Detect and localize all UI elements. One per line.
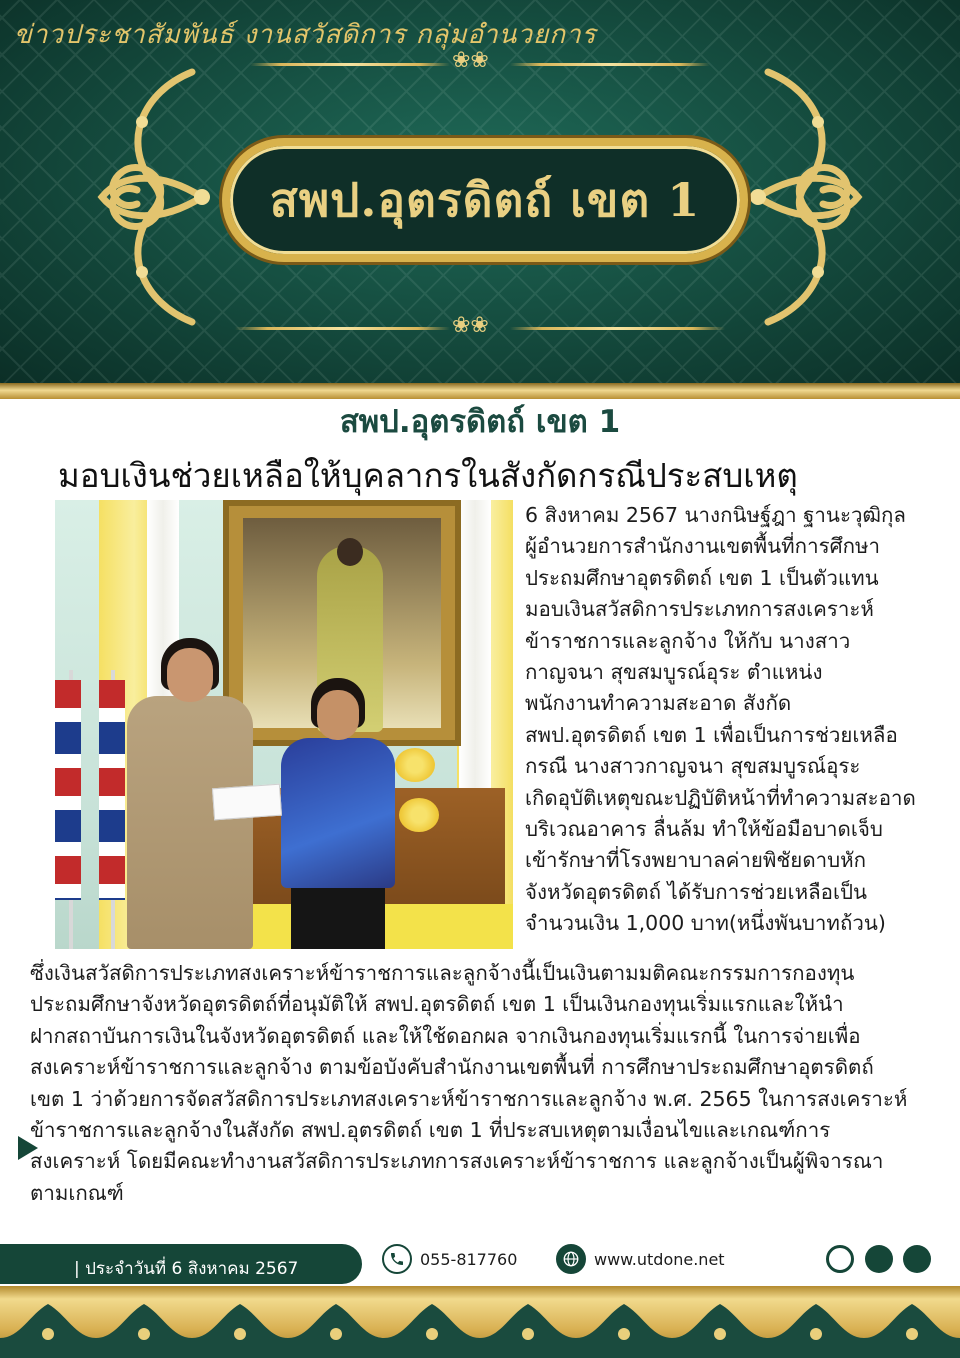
- envelope: [212, 784, 282, 821]
- flower-vase: [395, 748, 435, 782]
- lead-line: จำนวนเงิน 1,000 บาท(หนึ่งพันบาทถ้วน): [525, 911, 886, 936]
- headline: สพป.อุตรดิตถ์ เขต 1: [339, 404, 621, 440]
- body-line: สงเคราะห์ โดยมีคณะทำงานสวัสดิการประเภทการสงเคราะห์ข้าราชการ และลูกจ้างเป็นผู้พิจารณา: [30, 1149, 884, 1174]
- news-kicker: ข่าวประชาสัมพันธ์ งานสวัสดิการ กลุ่มอำนวยการ: [14, 20, 597, 50]
- gold-rule-left-top: [250, 63, 450, 66]
- gold-rule-right-bottom: [510, 327, 725, 330]
- lead-line: สพป.อุตรดิตถ์ เขต 1 เพื่อเป็นการช่วยเหลือ: [525, 722, 898, 747]
- gold-rule-right-top: [510, 63, 710, 66]
- phone-icon: [382, 1244, 412, 1274]
- office-title: สพป.อุตรดิตถ์ เขต 1: [269, 172, 701, 227]
- article-body: [30, 958, 955, 1209]
- website-contact[interactable]: [556, 1244, 725, 1274]
- thai-flag-right: [99, 680, 125, 900]
- title-plaque: [222, 138, 748, 262]
- phone-number: 055-817760: [420, 1249, 518, 1269]
- lotus-pattern: [0, 1304, 960, 1358]
- lead-line: ประถมศึกษาอุตรดิตถ์ เขต 1 เป็นตัวแทน: [525, 565, 879, 590]
- website-url: www.utdone.net: [594, 1249, 725, 1269]
- lead-line: บริเวณอาคาร ลื่นล้ม ทำให้ข้อมือบาดเจ็บ: [525, 817, 883, 842]
- body-line: ฝากสถาบันการเงินในจังหวัดอุตรดิตถ์ และให้ใช้ดอกผล จากเงินกองทุนเริ่มแรกนี้ ในการจ่ายเพื่อ: [30, 1023, 861, 1048]
- lead-line: พนักงานทำความสะอาด สังกัด: [525, 691, 792, 716]
- subheadline: มอบเงินช่วยเหลือให้บุคลากรในสังกัดกรณีประสบเหตุ: [58, 456, 798, 495]
- lead-line: จังหวัดอุตรดิตถ์ ได้รับการช่วยเหลือเป็น: [525, 879, 867, 904]
- body-line: เขต 1 ว่าด้วยการจัดสวัสดิการประเภทสงเคราะห์ข้าราชการและลูกจ้าง พ.ศ. 2565 ในการสงเคราะห์: [30, 1086, 908, 1111]
- lead-line: กรณี นางสาวกาญจนา สุขสมบูรณ์อุระ: [525, 754, 861, 779]
- pager-dot-outline: [826, 1245, 854, 1273]
- globe-icon: [556, 1244, 586, 1274]
- article-lead: [525, 500, 950, 940]
- recipient-figure: [281, 678, 395, 949]
- lead-line: เข้ารักษาที่โรงพยาบาลค่ายพิชัยดาบหัก: [525, 848, 867, 873]
- event-photo: [55, 500, 513, 949]
- gold-rule-left-bottom: [235, 327, 450, 330]
- flower-vase: [399, 798, 439, 832]
- publish-date: | ประจำวันที่ 6 สิงหาคม 2567: [74, 1259, 299, 1279]
- play-triangle-icon: [18, 1136, 38, 1160]
- lead-line: ข้าราชการและลูกจ้าง ให้กับ นางสาว: [525, 628, 851, 653]
- scroll-ornament-right: [748, 62, 878, 332]
- lead-line: กาญจนา สุขสมบูรณ์อุระ ตำแหน่ง: [525, 660, 823, 685]
- body-line: ซึ่งเงินสวัสดิการประเภทสงเคราะห์ข้าราชการและลูกจ้างนี้เป็นเงินตามมติคณะกรรมการกองทุน: [30, 961, 855, 985]
- body-line: ประถมศึกษาจังหวัดอุตรดิตถ์ที่อนุมัติให้ สพป.อุตรดิตถ์ เขต 1 เป็นเงินกองทุนเริ่มแรกและให้นำ: [30, 992, 844, 1017]
- lead-line: เกิดอุบัติเหตุขณะปฏิบัติหน้าที่ทำความสะอาด: [525, 785, 916, 810]
- knot-ornament-top: ❀❀: [452, 48, 489, 73]
- scroll-ornament-left: [82, 62, 212, 332]
- lead-line: 6 สิงหาคม 2567 นางกนิษฐ์ฎา ฐานะวุฒิกุล: [525, 503, 906, 527]
- lead-line: มอบเงินสวัสดิการประเภทการสงเคราะห์: [525, 597, 874, 622]
- body-line: ตามเกณฑ์: [30, 1180, 124, 1205]
- lead-line: ผู้อำนวยการสำนักงานเขตพื้นที่การศึกษา: [525, 534, 881, 559]
- body-line: สงเคราะห์ข้าราชการและลูกจ้าง ตามข้อบังคับสำนักงานเขตพื้นที่ การศึกษาประถมศึกษาอุตรดิตถ์: [30, 1055, 874, 1080]
- header-banner: [0, 0, 960, 385]
- knot-ornament-bottom: ❀❀: [452, 313, 489, 338]
- pager-dot-filled: [865, 1245, 893, 1273]
- footer-ornament-band: [0, 1286, 960, 1358]
- pager-dot-filled: [903, 1245, 931, 1273]
- phone-contact[interactable]: [382, 1244, 517, 1274]
- thai-flag-left: [55, 680, 81, 900]
- body-line: ข้าราชการและลูกจ้างในสังกัด สพป.อุตรดิตถ์ เขต 1 ที่ประสบเหตุตามเงื่อนไขและเกณฑ์การ: [30, 1118, 831, 1143]
